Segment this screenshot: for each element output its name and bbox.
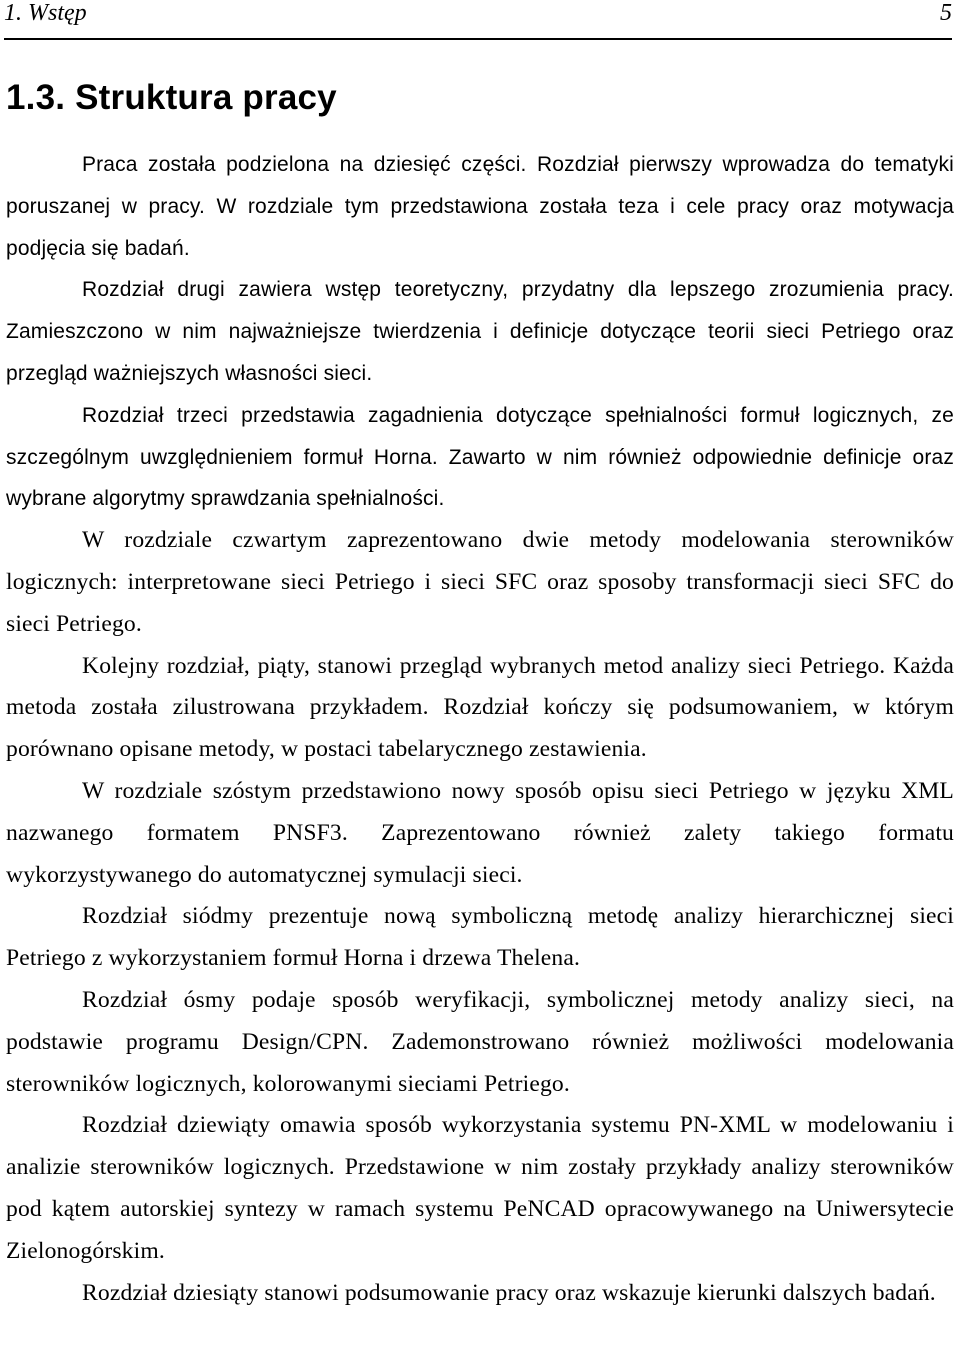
page-number: 5 bbox=[940, 0, 952, 26]
paragraph-chapter-4: W rozdziale czwartym zaprezentowano dwie metody modelowania sterowników logicznych: interpretowane sieci Petriego i sieci SFC oraz sposoby transformacji sieci SFC do sieci Petriego. bbox=[6, 527, 954, 637]
section-body bbox=[6, 144, 954, 1314]
section-title: 1.3. Struktura pracy bbox=[6, 78, 337, 117]
running-header bbox=[4, 0, 952, 40]
paragraph-chapter-9: Rozdział dziewiąty omawia sposób wykorzystania systemu PN-XML w modelowaniu i analizie sterowników logicznych. Przedstawione w nim zostały przykłady analizy sterowników pod kątem autorskiej syntezy w ramach systemu PeNCAD opracowywanego na Uniwersytecie Zielonogórskim. bbox=[6, 1112, 954, 1264]
running-header-chapter: 1. Wstęp bbox=[4, 0, 87, 26]
paragraph-chapter-7: Rozdział siódmy prezentuje nową symboliczną metodę analizy hierarchicznej sieci Petriego z wykorzystaniem formuł Horna i drzewa Thelena. bbox=[6, 903, 954, 972]
paragraph-chapter-8: Rozdział ósmy podaje sposób weryfikacji, symbolicznej metody analizy sieci, na podstawie programu Design/CPN. Zademonstrowano również możliwości modelowania sterowników logicznych, kolorowanymi sieciami Petriego. bbox=[6, 986, 954, 1097]
paragraph-chapter-3: Rozdział trzeci przedstawia zagadnienia dotyczące spełnialności formuł logicznych, ze szczególnym uwzględnieniem formuł Horna. Zawarto w nim również odpowiednie definicje oraz wybrane algorytmy sprawdzania spełnialności. bbox=[6, 403, 954, 511]
paragraph-chapter-10: Rozdział dziesiąty stanowi podsumowanie pracy oraz wskazuje kierunki dalszych badań. bbox=[82, 1279, 936, 1306]
paragraph-chapter-6: W rozdziale szóstym przedstawiono nowy sposób opisu sieci Petriego w języku XML nazwanego formatem PNSF3. Zaprezentowano również zalety takiego formatu wykorzystywanego do automatycznej symulacji sieci. bbox=[6, 777, 954, 888]
paragraph-chapter-5: Kolejny rozdział, piąty, stanowi przegląd wybranych metod analizy sieci Petriego. Każda metoda została zilustrowana przykładem. Rozdział kończy się podsumowaniem, w którym porównano opisane metody, w postaci tabelarycznego zestawienia. bbox=[6, 652, 954, 763]
paragraph-chapter-2: Rozdział drugi zawiera wstęp teoretyczny, przydatny dla lepszego zrozumienia pracy. Zamieszczono w nim najważniejsze twierdzenia i definicje dotyczące teorii sieci Petriego oraz przegląd ważniejszych własności sieci. bbox=[6, 278, 954, 385]
paragraph-introduction: Praca została podzielona na dziesięć części. Rozdział pierwszy wprowadza do tematyki poruszanej w pracy. W rozdziale tym przedstawiona została teza i cele pracy oraz motywacja podjęcia się badań. bbox=[6, 153, 954, 260]
